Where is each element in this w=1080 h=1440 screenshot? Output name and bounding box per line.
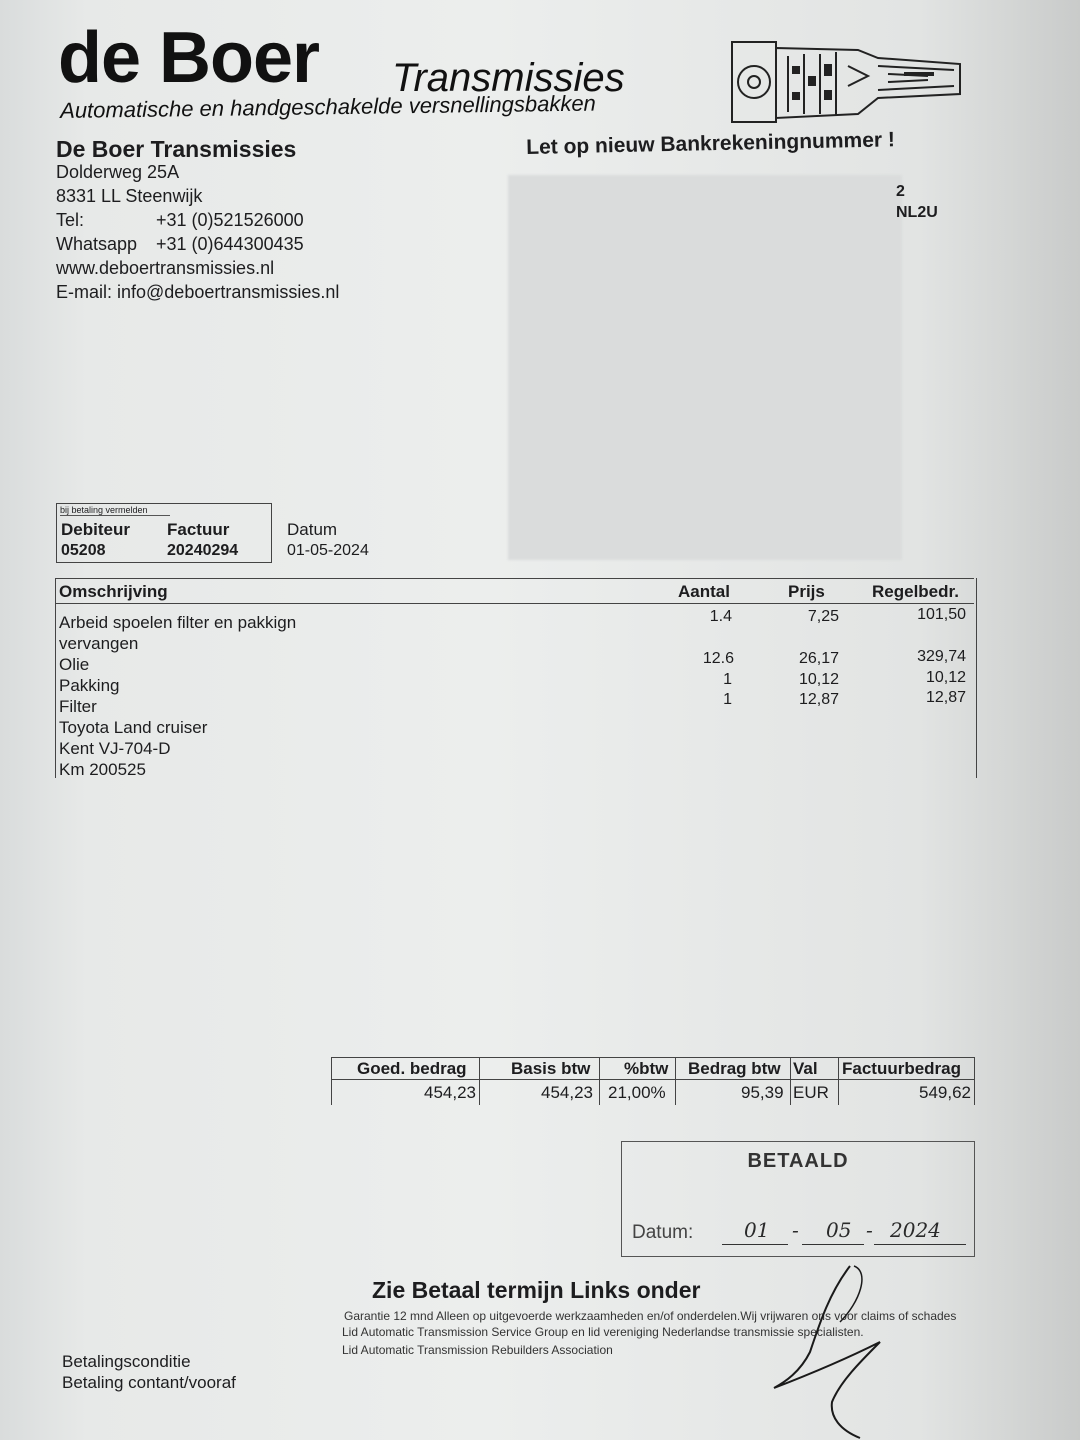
item-description: Olie — [59, 655, 90, 674]
btw-percent-value: 21,00% — [608, 1083, 666, 1102]
item-description: Km 200525 — [59, 760, 146, 779]
invoice-totals-table — [331, 1057, 975, 1105]
item-amount: 329,74 — [917, 648, 966, 665]
item-price: 12,87 — [798, 691, 839, 708]
item-amount: 10,12 — [925, 669, 966, 686]
header-quantity: Aantal — [678, 582, 730, 601]
basis-btw-label: Basis btw — [511, 1059, 591, 1078]
header-description: Omschrijving — [59, 582, 168, 601]
payment-terms-title: Zie Betaal termijn Links onder — [372, 1277, 701, 1303]
debiteur-number: 05208 — [61, 542, 106, 559]
reference-caption: bij betaling vermelden — [60, 505, 170, 516]
currency-label: Val — [793, 1059, 818, 1078]
guarantee-text: Garantie 12 mnd Alleen op uitgevoerde werkzaamheden en/of onderdelen.Wij vrijwaren ons voor claims of schades — [344, 1309, 957, 1323]
header-line-amount: Regelbedr. — [872, 582, 959, 601]
paid-stamp-title: BETAALD — [747, 1150, 849, 1172]
header-price: Prijs — [788, 582, 825, 601]
paid-sep: - — [866, 1218, 873, 1242]
paid-month-underline — [802, 1244, 864, 1245]
paid-year-underline — [874, 1244, 966, 1245]
company-logo-name: de Boer — [58, 18, 320, 98]
item-description: Pakking — [59, 676, 120, 695]
company-email: E-mail: info@deboertransmissies.nl — [56, 282, 340, 302]
totals-col-divider — [790, 1057, 791, 1105]
paid-date-label: Datum: — [632, 1222, 694, 1243]
handwritten-signature — [770, 1262, 910, 1440]
factuurbedrag-value: 549,62 — [919, 1083, 971, 1102]
totals-top-rule — [331, 1057, 975, 1058]
whatsapp-number: +31 (0)644300435 — [156, 234, 304, 254]
factuur-number: 20240294 — [167, 542, 239, 559]
item-quantity: 1 — [723, 671, 732, 688]
totals-col-divider — [479, 1057, 480, 1105]
item-amount: 101,50 — [917, 606, 966, 623]
redacted-address-area — [508, 175, 902, 560]
paid-day: 01 — [744, 1218, 770, 1242]
side-reference-line1: 2 — [896, 183, 905, 200]
totals-col-divider — [675, 1057, 676, 1105]
currency-value: EUR — [793, 1083, 829, 1102]
transmission-illustration-icon — [728, 36, 966, 128]
goed-bedrag-value: 454,23 — [424, 1083, 476, 1102]
company-phone — [56, 210, 304, 231]
item-price: 7,25 — [807, 608, 839, 625]
phone-label: Tel: — [56, 210, 85, 230]
company-name: De Boer Transmissies — [56, 136, 297, 162]
totals-col-divider — [331, 1057, 332, 1105]
paid-year: 2024 — [890, 1218, 941, 1242]
item-quantity: 1 — [723, 691, 732, 708]
goed-bedrag-label: Goed. bedrag — [357, 1059, 467, 1078]
item-price: 10,12 — [798, 671, 839, 688]
paid-month: 05 — [826, 1218, 852, 1242]
btw-percent-label: %btw — [624, 1059, 669, 1078]
totals-col-divider — [974, 1057, 975, 1105]
item-amount: 12,87 — [925, 689, 966, 706]
item-description: Filter — [59, 697, 97, 716]
bedrag-btw-value: 95,39 — [741, 1083, 784, 1102]
totals-col-divider — [838, 1057, 839, 1105]
basis-btw-value: 454,23 — [541, 1083, 593, 1102]
invoice-items-table — [55, 578, 977, 778]
company-whatsapp — [56, 234, 304, 255]
membership-text: Lid Automatic Transmission Service Group en lid vereniging Nederlandse transmissie specialisten. — [342, 1325, 864, 1339]
totals-col-divider — [599, 1057, 600, 1105]
paid-sep: - — [792, 1218, 799, 1242]
company-city: 8331 LL Steenwijk — [56, 186, 203, 206]
invoice-date-label: Datum — [287, 520, 338, 539]
paid-day-underline — [722, 1244, 788, 1245]
factuurbedrag-label: Factuurbedrag — [842, 1059, 962, 1078]
item-description: vervangen — [59, 634, 139, 653]
phone-number: +31 (0)521526000 — [156, 210, 304, 230]
invoice-date: 01-05-2024 — [287, 542, 369, 559]
whatsapp-label: Whatsapp — [56, 234, 138, 254]
company-tagline: Automatische en handgeschakelde versnellingsbakken — [60, 90, 596, 123]
company-website: www.deboertransmissies.nl — [56, 258, 275, 278]
bedrag-btw-label: Bedrag btw — [688, 1059, 781, 1078]
item-quantity: 12.6 — [702, 650, 734, 667]
paid-stamp — [621, 1141, 975, 1257]
item-price: 26,17 — [798, 650, 839, 667]
payment-reference-box — [56, 503, 272, 563]
company-street: Dolderweg 25A — [56, 162, 180, 182]
item-description: Toyota Land cruiser — [59, 718, 208, 737]
payment-condition: Betaling contant/vooraf — [62, 1373, 236, 1392]
items-header — [56, 578, 974, 604]
side-reference-line2: NL2U — [896, 204, 938, 221]
bank-account-notice: Let op nieuw Bankrekeningnummer ! — [526, 128, 896, 159]
debiteur-label: Debiteur — [61, 520, 130, 539]
item-description: Arbeid spoelen filter en pakkign — [59, 613, 297, 632]
totals-mid-rule — [331, 1079, 975, 1080]
company-logo-sub: Transmissies — [392, 56, 625, 100]
factuur-label: Factuur — [167, 520, 230, 539]
item-description: Kent VJ-704-D — [59, 739, 171, 758]
association-text: Lid Automatic Transmission Rebuilders Association — [342, 1343, 613, 1357]
payment-condition-label: Betalingsconditie — [62, 1352, 191, 1371]
item-quantity: 1.4 — [709, 608, 732, 625]
